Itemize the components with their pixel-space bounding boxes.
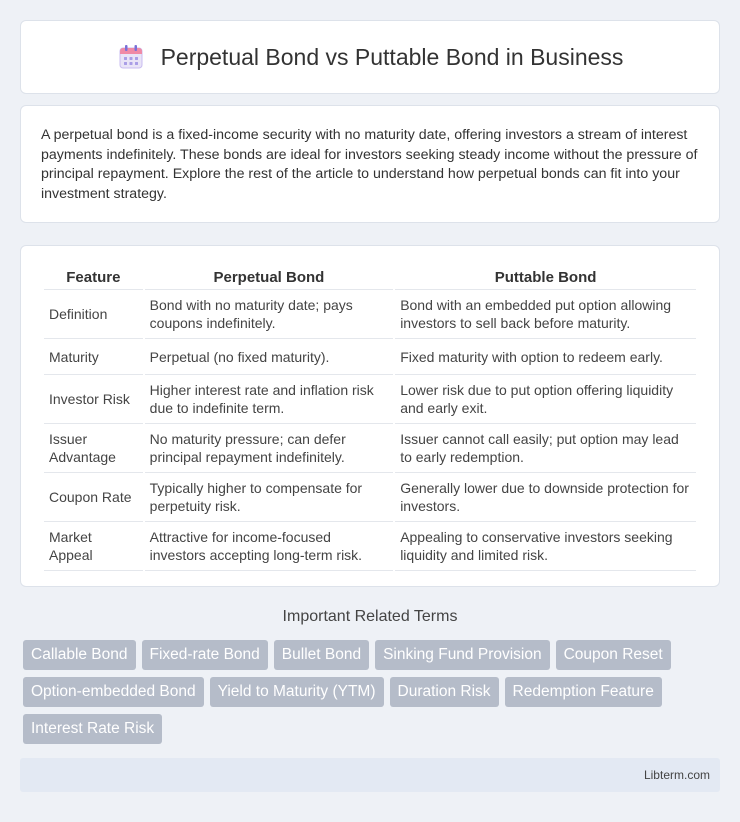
perpetual-cell: Typically higher to compensate for perpetuity risk. <box>145 473 394 522</box>
feature-cell: Market Appeal <box>44 522 143 571</box>
feature-cell: Maturity <box>44 339 143 375</box>
table-header-row <box>44 266 696 290</box>
tag-duration-risk[interactable]: Duration Risk <box>390 677 499 707</box>
tag-coupon-reset[interactable]: Coupon Reset <box>556 640 671 670</box>
comparison-table <box>42 266 698 571</box>
tag-yield-to-maturity[interactable]: Yield to Maturity (YTM) <box>210 677 384 707</box>
tag-redemption-feature[interactable]: Redemption Feature <box>505 677 662 707</box>
perpetual-cell: Higher interest rate and inflation risk due to indefinite term. <box>145 375 394 424</box>
table-row <box>44 290 696 339</box>
tag-interest-rate-risk[interactable]: Interest Rate Risk <box>23 714 162 744</box>
header-feature: Feature <box>44 266 143 290</box>
perpetual-cell: No maturity pressure; can defer principal repayment indefinitely. <box>145 424 394 473</box>
header-puttable-bond: Puttable Bond <box>395 266 696 290</box>
feature-cell: Issuer Advantage <box>44 424 143 473</box>
table-row <box>44 339 696 375</box>
intro-card <box>20 105 720 223</box>
related-terms-list <box>23 640 723 744</box>
perpetual-cell: Attractive for income-focused investors accepting long-term risk. <box>145 522 394 571</box>
perpetual-cell: Perpetual (no fixed maturity). <box>145 339 394 375</box>
table-row <box>44 473 696 522</box>
puttable-cell: Generally lower due to downside protection for investors. <box>395 473 696 522</box>
table-row <box>44 424 696 473</box>
comparison-card <box>20 245 720 587</box>
tag-bullet-bond[interactable]: Bullet Bond <box>274 640 369 670</box>
footer-brand-link[interactable]: Libterm.com <box>643 768 710 782</box>
header-perpetual-bond: Perpetual Bond <box>145 266 394 290</box>
title-card <box>20 20 720 94</box>
calendar-icon <box>117 43 145 71</box>
tag-sinking-fund-provision[interactable]: Sinking Fund Provision <box>375 640 550 670</box>
feature-cell: Coupon Rate <box>44 473 143 522</box>
tag-fixed-rate-bond[interactable]: Fixed-rate Bond <box>142 640 268 670</box>
footer <box>20 758 720 792</box>
tag-callable-bond[interactable]: Callable Bond <box>23 640 136 670</box>
related-terms-title: Important Related Terms <box>282 608 458 625</box>
page-title: Perpetual Bond vs Puttable Bond in Business <box>160 43 624 70</box>
puttable-cell: Fixed maturity with option to redeem early. <box>395 339 696 375</box>
puttable-cell: Lower risk due to put option offering liquidity and early exit. <box>395 375 696 424</box>
puttable-cell: Issuer cannot call easily; put option may lead to early redemption. <box>395 424 696 473</box>
puttable-cell: Bond with an embedded put option allowing investors to sell back before maturity. <box>395 290 696 339</box>
tag-option-embedded-bond[interactable]: Option-embedded Bond <box>23 677 204 707</box>
feature-cell: Definition <box>44 290 143 339</box>
intro-text: A perpetual bond is a fixed-income security with no maturity date, offering investors a stream of interest payments indefinitely. These bonds are ideal for investors seeking steady income without the pressure of principal repayment. Explore the rest of the article to understand how perpetual bonds can fit into your investment strategy. <box>41 127 698 202</box>
feature-cell: Investor Risk <box>44 375 143 424</box>
table-row <box>44 522 696 571</box>
puttable-cell: Appealing to conservative investors seeking liquidity and limited risk. <box>395 522 696 571</box>
perpetual-cell: Bond with no maturity date; pays coupons indefinitely. <box>145 290 394 339</box>
table-row <box>44 375 696 424</box>
